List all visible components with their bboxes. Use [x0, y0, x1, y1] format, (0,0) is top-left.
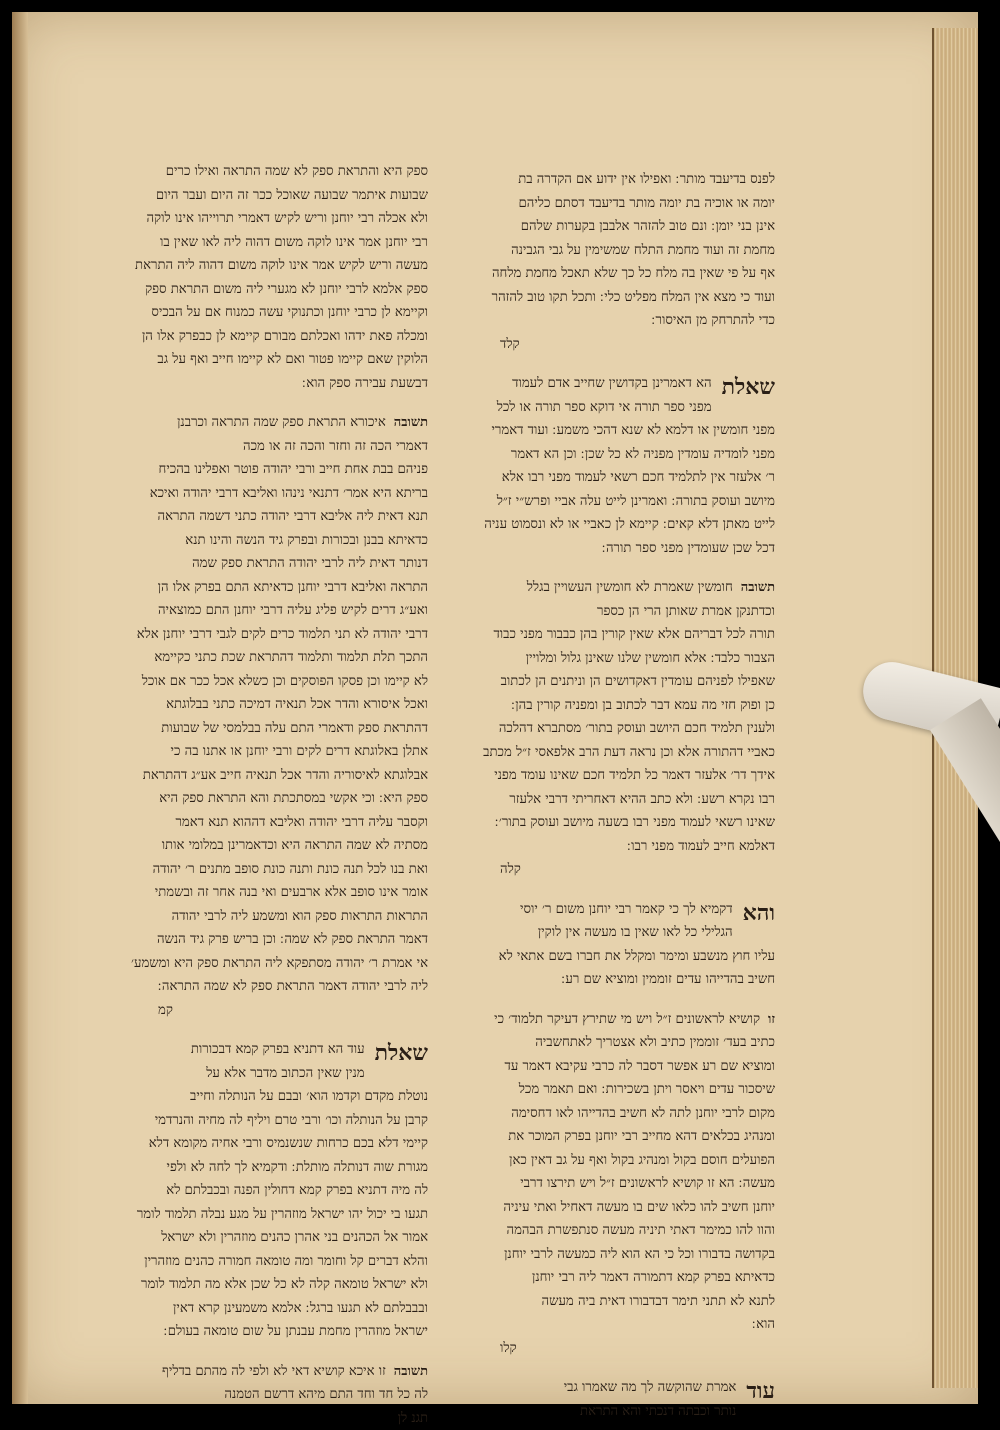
text-line: אי אמרת ר׳ יהודה מסתפקא ליה התראת ספק היא ומשמע׳: [98, 952, 428, 976]
text-line: מקום לרבי יוחנן לתה לא חשיב בהדייהו לאו דחסימה: [440, 1102, 775, 1126]
text-line: נוטלת מקדם וקדמו הוא׳ ובבם על הנותלה וחייב: [98, 1085, 428, 1109]
text-line: לפנס בדיעבד מותר ׃ ואפילו אין ידוע אם הקדרה בת: [440, 168, 775, 192]
text-block: [98, 1038, 428, 1344]
text-line: בקדושה בדבורו וכל כי הא הוא ליה כמעשה לרבי יוחנן: [440, 1243, 775, 1267]
text-line: ליה לרבי יהודה דאמר התראת ספק לא שמה התראה ׃: [98, 975, 428, 999]
text-line: מחמת זה ועוד מחמת התלח שמשימין על גבי הגבינה: [440, 239, 775, 263]
text-line: דכל שכן שעומדין מפני ספר תורה ׃: [440, 537, 775, 561]
section-heading: זו: [768, 1008, 775, 1032]
section-heading: שאלת: [722, 374, 775, 400]
text-line: ר׳ אלעזר אין לתלמיד חכם רשאי לעמוד מפני רבו אלא: [440, 466, 775, 490]
text-line: קיימי דלא בכם כרחות שנשנמיס ורבי אחיה מקומא דלא: [98, 1132, 428, 1156]
text-line: דנותר דאית ליה לרבי יהודה התראת ספק שמה: [98, 552, 428, 576]
text-block: [440, 1008, 775, 1361]
text-line: רבי יוחנן אמר אינו לוקה משום דהוה ליה לאו שאין בו: [98, 231, 428, 255]
text-line: בריתא היא אמר׳ דתנאי נינהו ואליבא דרבי יהודה ואיכא: [98, 482, 428, 506]
text-line: חשיב בהדייהו עדים זוממין ומוציא שם רע ׃: [440, 968, 775, 992]
text-line: דקמיא לך כי קאמר רבי יוחנן משום ר׳ יוסי: [440, 898, 775, 922]
text-line: כתיב בעד׳ זוממין כתיב ולא אצטריך לאתחשביה: [440, 1031, 775, 1055]
text-line: שבועות איתמר שבועה שאוכל ככר זה היום ועבר היום: [98, 184, 428, 208]
text-line: אבלוגתא לאיסוריה והדר אכל תנאיה חייב אע״ג דהתראת: [98, 764, 428, 788]
text-line: לתנא לא תתני תימר דבדבורו דאית ביה מעשה: [440, 1290, 775, 1314]
text-line: ומנהיג בכלאים דהא מחייב רבי יוחנן בפרק המוכר את: [440, 1125, 775, 1149]
text-line: דאמר התראת ספק לא שמה ׃ וכן בריש פרק גיד הנשה: [98, 928, 428, 952]
text-line: הוא ׃: [440, 1313, 775, 1337]
text-block: [440, 1376, 775, 1423]
section-heading: תשובה: [741, 576, 775, 600]
text-line: מסתיה לא שמה התראה היא וכדאמרינן במלומי אותו: [98, 834, 428, 858]
section-number: קלו: [440, 1337, 775, 1361]
text-line: כדאיתא בפרק קמא דתמורה דאמר ליה רבי יוחנן: [440, 1266, 775, 1290]
text-line: והלא דברים קל וחומר ומה טומאה חמורה כהנים מוזהרין: [98, 1250, 428, 1274]
text-line: מפני חומשין או דלמא לא שנא דהכי משמע ׃ ועוד דאמרי: [440, 419, 775, 443]
text-line: הפועלים חוסם בקול ומנהיג בקול ואף על גב דאין כאן: [440, 1149, 775, 1173]
text-line: לה כל חד וחד התם מיהא דרשם הטמנה: [98, 1383, 428, 1407]
section-number: קלד: [440, 333, 775, 357]
text-line: רבו נקרא רשע ׃ ולא כתב ההיא דאחריתי דרבי אלעזר: [440, 788, 775, 812]
text-line: תגעו בי יכול יהו ישראל מוזהרין על מגע נבלה תלמוד לומר: [98, 1203, 428, 1227]
text-line: אף על פי שאין בה מלח כל כך שלא תאכל מחמת מלחה: [440, 262, 775, 286]
text-line: נותר וכבתה דנכתי והא התראת: [440, 1400, 775, 1424]
text-line: כן ופוק חזי מה עמא דבר לכתוב בן ומפניה קורין בהן ׃: [440, 694, 775, 718]
text-block: [98, 1360, 428, 1430]
text-line: הא דאמרינן בקדושין שחייב אדם לעמוד: [440, 372, 775, 396]
text-line: כאביי דהתורה אלא וכן נראה דעת הרב אלפאסי ז״ל מכתב: [440, 741, 775, 765]
text-line: ואכל איסורא והדר אכל תנאיה דמיכה כתני בבלוגתא: [98, 693, 428, 717]
text-line: מנין שאין הכתוב מדבר אלא על: [98, 1062, 428, 1086]
text-line: וקיימא לן כרבי יוחנן וכתנוקי עשה כמנוח אם על הבכיס: [98, 301, 428, 325]
text-block: [98, 411, 428, 1022]
text-line: שאינו רשאי לעמוד מפני רבו בשעה מיושב ועוסק בתור׳ ׃: [440, 811, 775, 835]
text-line: מפני ספר תורה אי דוקא ספר תורה או לכל: [440, 396, 775, 420]
text-line: שיסכור עדים ויאסר ויתן בשכירות ׃ ואם תאמר מכל: [440, 1078, 775, 1102]
text-line: לה מיה דתניא בפרק קמא דחולין הפנה ובכבלתם לא: [98, 1179, 428, 1203]
section-number: קמ: [98, 999, 428, 1023]
text-line: אתלן באלוגתא דרים לקים ורבי יוחנן או אתנו בה כי: [98, 740, 428, 764]
text-line: והוו להו כמימר דאתי תיניה מעשה סנתפשרת הבהמה: [440, 1219, 775, 1243]
text-line: הצבור כלבד ׃ אלא חומשין שלנו שאינן גלול ומלויין: [440, 647, 775, 671]
text-line: מגורת שוה דנותלה מותלת ׃ ודקמיא לך לחה לא ולפי: [98, 1156, 428, 1180]
text-line: פניהם בבת אחת חייב ורבי יהודה פוטר ואפלינו בהכיח: [98, 458, 428, 482]
text-line: דאלמא חייב לעמוד מפני רבו ׃: [440, 835, 775, 859]
text-line: יומה או אוכיה בת יומה מותר בדיעבד דסתם כליהם: [440, 192, 775, 216]
text-line: יוחנן חשיב להו כלאו שים בו מעשה דאחיל ואתי עיניה: [440, 1196, 775, 1220]
left-text-column: [98, 160, 428, 1430]
text-line: קרבן על הנותלה וכו׳ ורבי טרם ויליף לה מחיה והנרדמי: [98, 1109, 428, 1133]
text-line: אמרת שהוקשה לך מה שאמרו גבי: [440, 1376, 775, 1400]
text-line: ספק היא ׃ וכי אקשי במסתכתת והא התראת ספק היא: [98, 787, 428, 811]
right-text-column: [440, 168, 775, 1423]
text-line: התראה ואליבא דרבי יוחנן כדאיתא התם בפרק אלו הן: [98, 576, 428, 600]
text-line: חומשין שאמרת לא חומשין העשויין בגלל: [440, 576, 775, 600]
section-heading: והא: [743, 900, 775, 926]
book-gutter: [12, 12, 28, 1404]
text-line: כדאיתא בבנן ובכורות ובפרק גיד הנשה והינו תנא: [98, 529, 428, 553]
text-line: דבשעת עבירה ספק הוא ׃: [98, 372, 428, 396]
text-line: ולענין תלמיד חכם היושב ועוסק בתור׳ מסתברא דהלכה: [440, 717, 775, 741]
text-line: אומר אינו סופב אלא ארבעים ואי בנה אחר זה ובשמתי: [98, 881, 428, 905]
text-line: דהתראת ספק ודאמרי התם עלה בבלמסי של שבועות: [98, 717, 428, 741]
text-line: תגנ לן: [98, 1407, 428, 1430]
text-line: לא קיימו וכן פסקו הפוסקים וכן כשלא אכל ככר אם אוכל: [98, 670, 428, 694]
section-heading: תשובה: [394, 411, 428, 435]
text-line: דאמרי הכה זה וחזר והכה זה או מכה: [98, 435, 428, 459]
text-block: [440, 372, 775, 560]
text-line: ובבבלתם לא תגעו ברגל ׃ אלמא משמעינן קרא דאין: [98, 1297, 428, 1321]
text-line: אידך דר׳ אלעזר דאמר כל תלמיד חכם שאינו עומד מפני: [440, 764, 775, 788]
text-line: דרבי יהודה לא תני תלמוד כרים לקים לגבי דרבי יוחנן אלא: [98, 623, 428, 647]
text-line: התכך תלת תלמוד ותלמוד דהתראת שכת כתני כקיימא: [98, 646, 428, 670]
text-line: ומכלה פאת ידהו ואכלתם מבורם קיימא לן כבפרק אלו הן: [98, 325, 428, 349]
text-line: מפני לומדיה עומדין מפניה לא כל שכן ׃ וכן הא דאמר: [440, 443, 775, 467]
section-number: קלה: [440, 858, 775, 882]
text-line: מיושב ועוסק בתורה ׃ ואמרינן לייט עלה אביי ופרש״י ז״ל: [440, 490, 775, 514]
section-heading: שאלת: [375, 1040, 428, 1066]
text-line: ומוציא שם רע אפשר דסבר לה כרבי עקיבא דאמר עד: [440, 1055, 775, 1079]
text-block: [440, 168, 775, 356]
text-line: ואת בנו לכל תנה כונת ותנה כונת סופב מתנים ר׳ יהודה: [98, 858, 428, 882]
text-line: עליו חוץ מנשבע ומימר ומקלל את חברו בשם אתאי לא: [440, 945, 775, 969]
text-line: הגלילי כל לאו שאין בו מעשה אין לוקין: [440, 921, 775, 945]
text-line: התראות התראות ספק הוא ומשמע ליה לרבי יהודה: [98, 905, 428, 929]
text-line: מעשה וריש לקיש אמר אינו לוקה משום דהוה ליה התראת: [98, 254, 428, 278]
text-line: תורה לכל דבריהם אלא שאין קורין בהן כבבור מפני כבוד: [440, 623, 775, 647]
text-line: ועוד כי מצא אין המלח מפליט כלי ׃ ותכל תקו טוב להזהר: [440, 286, 775, 310]
text-line: ספק אלמא לרבי יוחנן לא מגערי ליה משום התראת ספק: [98, 278, 428, 302]
text-line: וקסבר עליה דרבי יהודה ואליבא דההוא תנא דאמר: [98, 811, 428, 835]
text-line: כדי להתרחק מן האיסור ׃: [440, 309, 775, 333]
text-line: וכדתנקן אמרת שאותן הרי הן כספר: [440, 600, 775, 624]
text-line: איכורא התראת ספק שמה התראה וכרבנן: [98, 411, 428, 435]
text-block: [440, 898, 775, 992]
text-line: ישראל מוזהרין מחמת עבנתן על שום טומאה בעולם ׃: [98, 1320, 428, 1344]
text-line: הלוקין שאם קיימו פטור ואם לא קיימו חייב ואף על גב: [98, 348, 428, 372]
text-line: זו איכא קושיא דאי לא ולפי לה מהתם בדליף: [98, 1360, 428, 1384]
section-heading: תשובה: [394, 1360, 428, 1384]
text-line: לייט מאתן דלא קאים ׃ קיימא לן כאביי או לא ונסמוט עניה: [440, 513, 775, 537]
text-line: ולא אכלה רבי יוחנן וריש לקיש דאמרי תרוייהו אינו לוקה: [98, 207, 428, 231]
text-line: תנא דאית ליה אליבא דרבי יהודה כתני דשמה התראה: [98, 505, 428, 529]
text-line: אמור אל הכהנים בני אהרן כהנים מוזהרין ולא ישראל: [98, 1226, 428, 1250]
text-line: שאפילו לפניהם עומדין דאקדושים הן וניתנים הן לכתוב: [440, 670, 775, 694]
text-block: [440, 576, 775, 882]
text-line: ספק היא והתראת ספק לא שמה התראה ואילו כרים: [98, 160, 428, 184]
text-line: מעשה ׃ הא זו קושיא לראשונים ז״ל ויש תירצו דרבי: [440, 1172, 775, 1196]
text-line: ולא ישראל טומאה קלה לא כל שכן אלא מה תלמוד לומר: [98, 1273, 428, 1297]
text-line: עוד הא דתניא בפרק קמא דבכורות: [98, 1038, 428, 1062]
text-line: קושיא לראשונים ז״ל ויש מי שתירץ דעיקר תלמוד׳ כי: [440, 1008, 775, 1032]
text-line: ואע״ג דרים לקיש פליג עליה דרבי יוחנן התם כמוצאיה: [98, 599, 428, 623]
text-line: אינן בני יומן ׃ ונם טוב להזהר אלבבן בקערות שלהם: [440, 215, 775, 239]
text-block: [98, 160, 428, 395]
section-heading: עוד: [746, 1378, 775, 1404]
